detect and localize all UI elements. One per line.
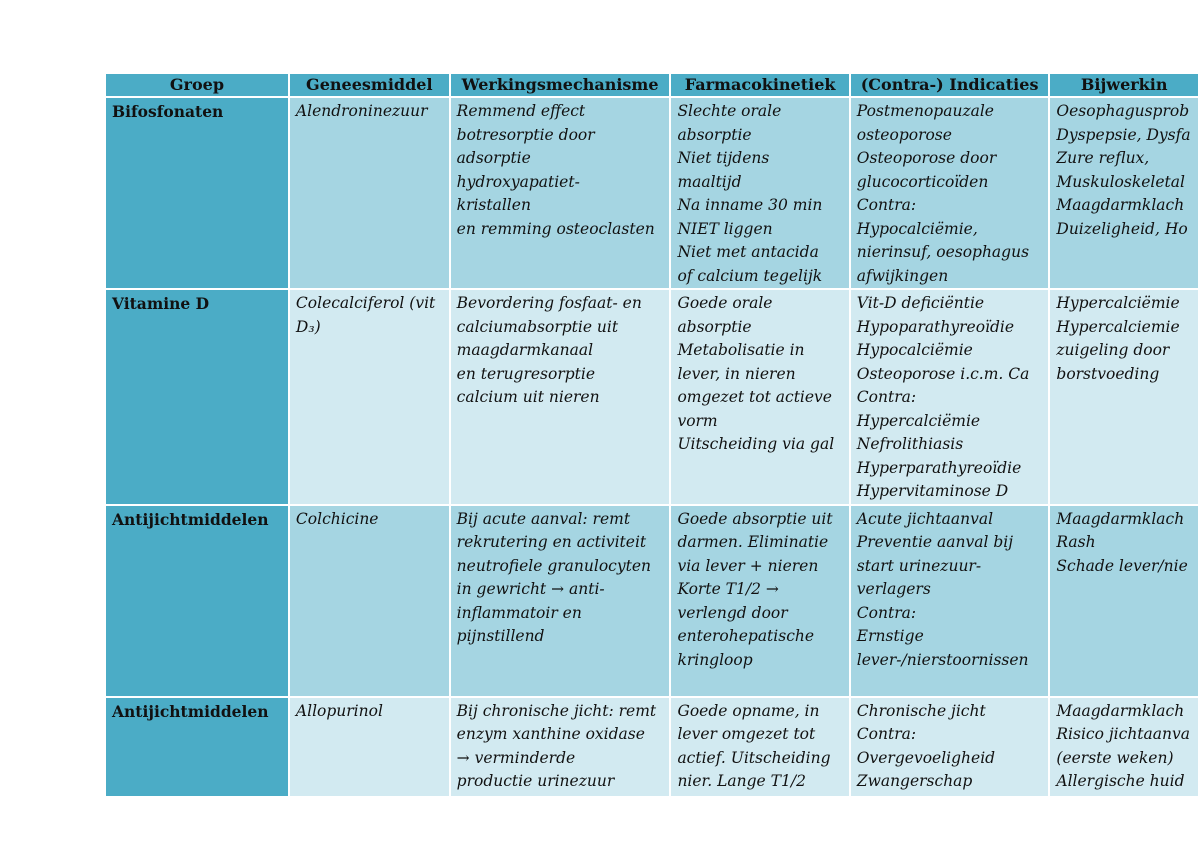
cell-werkingsmechanisme xyxy=(450,289,671,505)
cell-line: of calcium tegelijk xyxy=(677,266,823,285)
cell-line: Colchicine xyxy=(295,509,379,528)
cell-werkingsmechanisme xyxy=(450,97,671,289)
cell-line: (eerste weken) xyxy=(1056,748,1174,767)
cell-line: Bij chronische jicht: remt xyxy=(456,701,657,720)
cell-line: Chronische jicht xyxy=(856,701,986,720)
cell-line: lever-/nierstoornissen xyxy=(856,650,1029,669)
cell-line: actief. Uitscheiding xyxy=(677,748,831,767)
cell-line: rekrutering en activiteit xyxy=(456,533,647,551)
cell-line: en remming osteoclasten xyxy=(456,219,655,238)
cell-line: nier. Lange T1/2 xyxy=(677,772,806,790)
cell-line: Acute jichtaanval xyxy=(856,509,994,528)
table-row xyxy=(105,505,1199,697)
cell-line: Metabolisatie in xyxy=(677,341,805,359)
cell-line: Bevordering fosfaat- en xyxy=(456,294,642,312)
cell-geneesmiddel xyxy=(289,289,450,505)
cell-line: Colecalciferol (vit xyxy=(295,294,436,312)
cell-geneesmiddel xyxy=(289,697,450,797)
cell-groep: Bifosfonaten xyxy=(105,97,289,289)
cell-line: Muskuloskeletal xyxy=(1056,172,1185,191)
cell-line: neutrofiele granulocyten xyxy=(456,556,651,575)
cell-line: Remmend effect xyxy=(456,102,586,120)
cell-line: Goede absorptie uit xyxy=(677,509,833,528)
cell-line: Slechte orale xyxy=(677,102,782,120)
cell-line: Alendroninezuur xyxy=(295,102,428,120)
cell-indicaties xyxy=(850,697,1050,797)
cell-line: NIET liggen xyxy=(677,219,773,238)
cell-farmacokinetiek xyxy=(670,697,849,797)
cell-indicaties xyxy=(850,289,1050,505)
cell-line: Hypercalciëmie xyxy=(1056,294,1180,312)
cell-line: darmen. Eliminatie xyxy=(677,533,829,551)
cell-line: Allopurinol xyxy=(295,701,383,720)
cell-line: verlengd door xyxy=(677,603,788,622)
cell-line: lever omgezet tot xyxy=(677,725,816,743)
header-indicaties: (Contra-) Indicaties xyxy=(850,73,1050,97)
cell-line: vorm xyxy=(677,411,718,430)
cell-line: Maagdarmklach xyxy=(1056,509,1185,528)
cell-groep: Antijichtmiddelen xyxy=(105,697,289,797)
cell-line: Bij acute aanval: remt xyxy=(456,509,631,528)
cell-line: Contra: xyxy=(856,388,917,406)
cell-line: Uitscheiding via gal xyxy=(677,435,835,453)
cell-line: Rash xyxy=(1056,533,1096,551)
cell-line: Hypocalciëmie, xyxy=(856,219,978,238)
header-bijwerkingen: Bijwerkin xyxy=(1049,73,1199,97)
cell-groep: Antijichtmiddelen xyxy=(105,505,289,697)
cell-line: inflammatoir en xyxy=(456,603,582,622)
cell-indicaties xyxy=(850,505,1050,697)
cell-line: botresorptie door xyxy=(456,125,595,144)
cell-line: Na inname 30 min xyxy=(677,196,823,214)
cell-geneesmiddel xyxy=(289,97,450,289)
cell-line: kringloop xyxy=(677,650,753,669)
cell-line: Nefrolithiasis xyxy=(856,435,964,453)
cell-line: Risico jichtaanva xyxy=(1056,725,1190,743)
cell-line: absorptie xyxy=(677,317,752,336)
cell-line: hydroxyapatiet- xyxy=(456,172,580,191)
cell-line: zuigeling door xyxy=(1056,341,1170,359)
cell-line: Vit-D deficiëntie xyxy=(856,294,985,312)
cell-line: nierinsuf, oesophagus xyxy=(856,243,1030,261)
cell-line: → verminderde xyxy=(456,748,576,767)
cell-line: D₃) xyxy=(295,317,321,336)
table-row xyxy=(105,97,1199,289)
cell-line: Duizeligheid, Ho xyxy=(1056,219,1188,238)
cell-line: Hypercalciemie xyxy=(1056,317,1180,336)
cell-line: Goede opname, in xyxy=(677,701,820,720)
cell-line: Contra: xyxy=(856,196,917,214)
cell-indicaties xyxy=(850,97,1050,289)
cell-line: Maagdarmklach xyxy=(1056,196,1185,214)
cell-line: absorptie xyxy=(677,125,752,144)
cell-line: enterohepatische xyxy=(677,627,815,645)
cell-line: borstvoeding xyxy=(1056,364,1160,383)
header-werkingsmechanisme: Werkingsmechanisme xyxy=(450,73,671,97)
cell-line: enzym xanthine oxidase xyxy=(456,725,645,743)
cell-bijwerkingen xyxy=(1049,505,1199,697)
cell-line: Niet tijdens xyxy=(677,149,770,167)
cell-line: Maagdarmklach xyxy=(1056,701,1185,720)
cell-line: Oesophagusprob xyxy=(1056,102,1190,120)
cell-line: in gewricht → anti- xyxy=(456,580,605,598)
cell-farmacokinetiek xyxy=(670,505,849,697)
cell-line: productie urinezuur xyxy=(456,772,615,790)
header-farmacokinetiek: Farmacokinetiek xyxy=(670,73,849,97)
header-groep: Groep xyxy=(105,73,289,97)
cell-farmacokinetiek xyxy=(670,97,849,289)
cell-line: osteoporose xyxy=(856,125,952,144)
cell-line: calcium uit nieren xyxy=(456,388,600,406)
cell-farmacokinetiek xyxy=(670,289,849,505)
cell-line: Ernstige xyxy=(856,627,924,645)
cell-line: omgezet tot actieve xyxy=(677,388,832,406)
medication-table xyxy=(104,72,1200,798)
cell-geneesmiddel xyxy=(289,505,450,697)
cell-werkingsmechanisme xyxy=(450,697,671,797)
cell-bijwerkingen xyxy=(1049,289,1199,505)
cell-line: maagdarmkanaal xyxy=(456,341,594,359)
header-row xyxy=(105,73,1199,97)
cell-line: Overgevoeligheid xyxy=(856,748,996,767)
cell-line: Korte T1/2 → xyxy=(677,580,779,598)
cell-line: Preventie aanval bij xyxy=(856,533,1014,551)
cell-line: Osteoporose door xyxy=(856,149,997,167)
header-geneesmiddel: Geneesmiddel xyxy=(289,73,450,97)
cell-line: pijnstillend xyxy=(456,627,545,645)
cell-line: afwijkingen xyxy=(856,266,949,285)
cell-line: calciumabsorptie uit xyxy=(456,317,619,336)
cell-line: Hypoparathyreoïdie xyxy=(856,317,1015,336)
cell-line: verlagers xyxy=(856,580,931,598)
cell-line: Schade lever/nie xyxy=(1056,556,1188,575)
table-row xyxy=(105,289,1199,505)
cell-line: Niet met antacida xyxy=(677,243,819,261)
cell-line: Postmenopauzale xyxy=(856,102,994,120)
cell-bijwerkingen xyxy=(1049,697,1199,797)
cell-werkingsmechanisme xyxy=(450,505,671,697)
cell-line: en terugresorptie xyxy=(456,364,596,383)
cell-line: Zwangerschap xyxy=(856,772,973,790)
cell-line: Allergische huid xyxy=(1056,772,1185,790)
cell-line: via lever + nieren xyxy=(677,556,819,575)
cell-bijwerkingen xyxy=(1049,97,1199,289)
cell-line: Contra: xyxy=(856,725,917,743)
cell-line: Hypocalciëmie xyxy=(856,341,973,359)
cell-line: start urinezuur- xyxy=(856,556,982,575)
cell-line: Goede orale xyxy=(677,294,773,312)
cell-line: Dyspepsie, Dysfa xyxy=(1056,125,1191,144)
cell-line: Zure reflux, xyxy=(1056,149,1150,167)
cell-line: glucocorticoïden xyxy=(856,172,989,191)
cell-line: lever, in nieren xyxy=(677,364,796,383)
cell-groep: Vitamine D xyxy=(105,289,289,505)
cell-line: Osteoporose i.c.m. Ca xyxy=(856,364,1030,383)
cell-line: Hyperparathyreoïdie xyxy=(856,458,1022,477)
cell-line: adsorptie xyxy=(456,149,531,167)
cell-line: maaltijd xyxy=(677,172,742,191)
cell-line: kristallen xyxy=(456,196,531,214)
cell-line: Hypercalciëmie xyxy=(856,411,981,430)
cell-line: Hypervitaminose D xyxy=(856,482,1009,500)
cell-line: Contra: xyxy=(856,603,917,622)
table-row xyxy=(105,697,1199,797)
